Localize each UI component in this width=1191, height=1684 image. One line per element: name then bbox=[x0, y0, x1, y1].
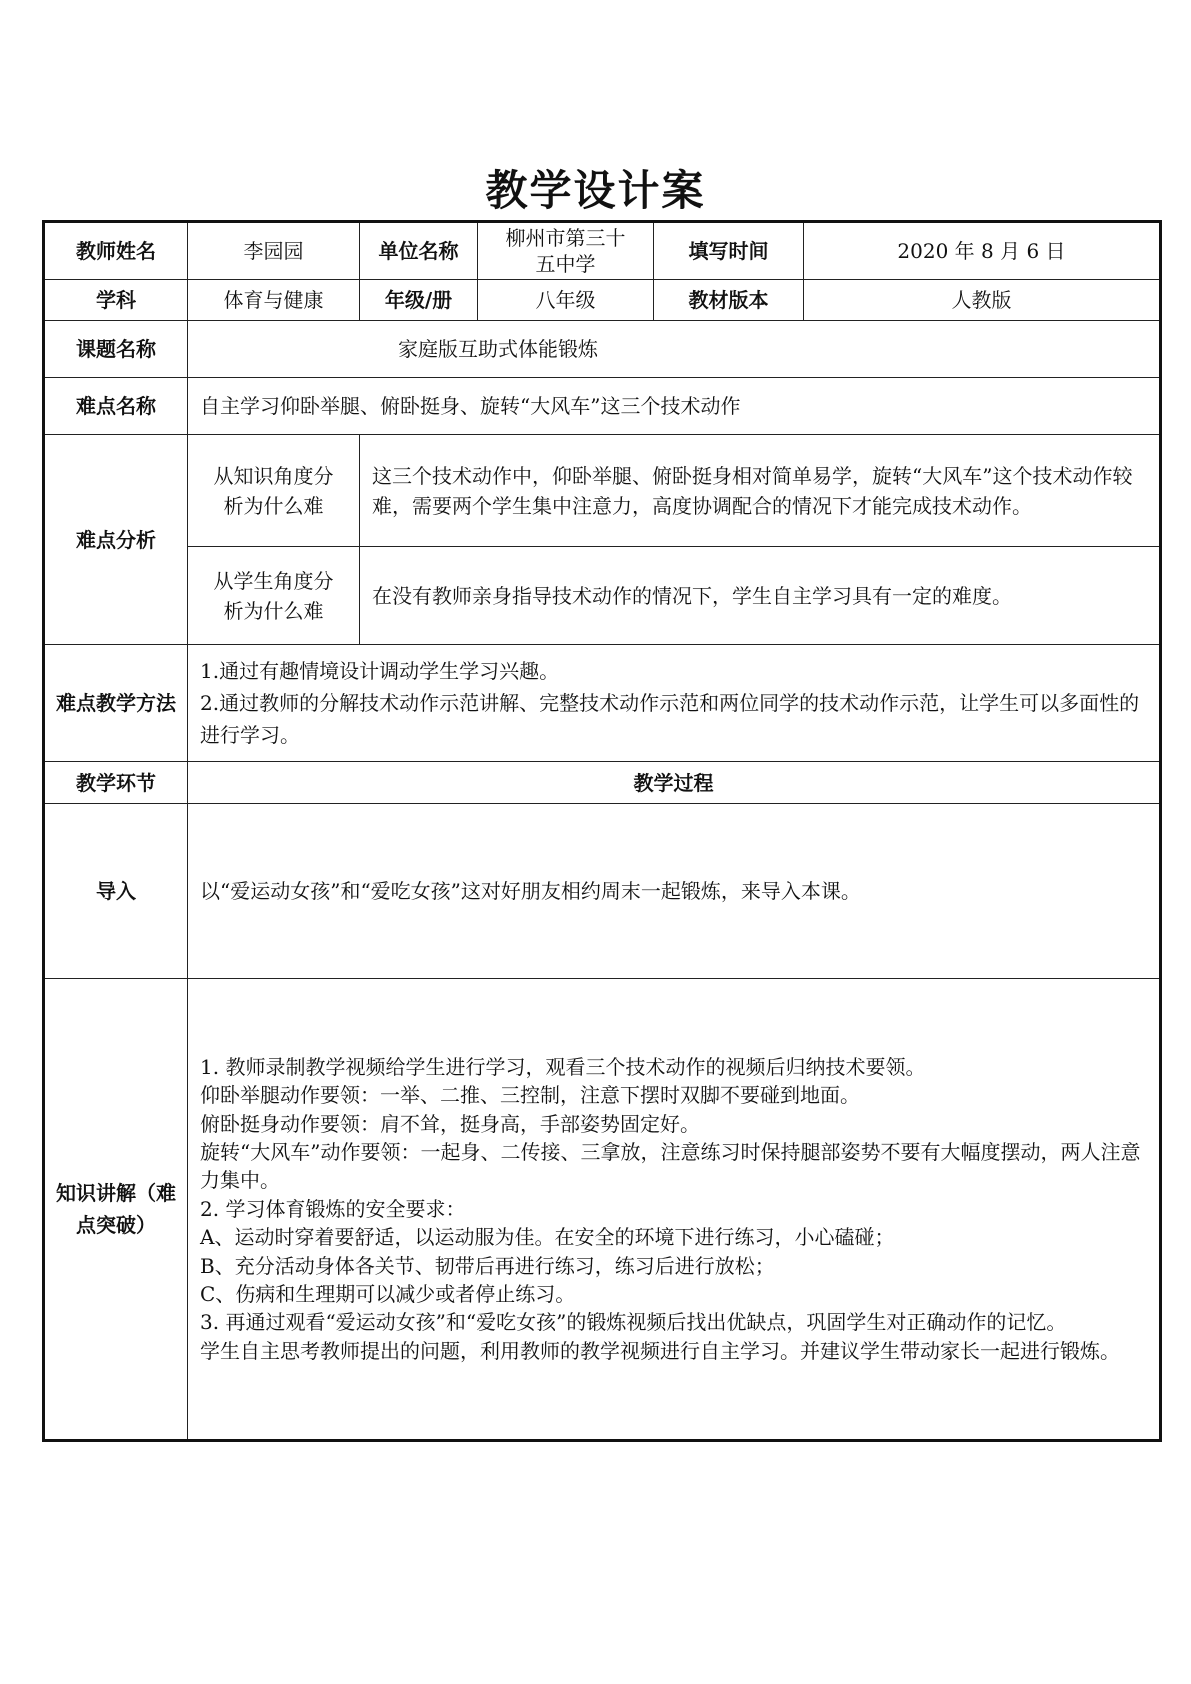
explain-line: C、伤病和生理期可以减少或者停止练习。 bbox=[200, 1281, 576, 1306]
label-knowledge-explain: 知识讲解（难点突破） bbox=[44, 979, 188, 1441]
label-teacher-name: 教师姓名 bbox=[44, 222, 188, 280]
label-topic: 课题名称 bbox=[44, 321, 188, 378]
value-textbook: 人教版 bbox=[804, 280, 1161, 321]
explain-line: 俯卧挺身动作要领：肩不耸，挺身高，手部姿势固定好。 bbox=[200, 1111, 700, 1136]
value-difficulty-name: 自主学习仰卧举腿、俯卧挺身、旋转“大风车”这三个技术动作 bbox=[188, 378, 1161, 435]
value-unit-name: 柳州市第三十五中学 bbox=[478, 222, 654, 280]
value-student-angle: 在没有教师亲身指导技术动作的情况下，学生自主学习具有一定的难度。 bbox=[360, 547, 1161, 645]
row-process-header bbox=[44, 762, 1161, 804]
label-teaching-method: 难点教学方法 bbox=[44, 645, 188, 762]
method-line: 2.通过教师的分解技术动作示范讲解、完整技术动作示范和两位同学的技术动作示范，让学生可以多面性的进行学习。 bbox=[200, 691, 1140, 747]
label-teaching-step: 教学环节 bbox=[44, 762, 188, 804]
value-topic: 家庭版互助式体能锻炼 bbox=[188, 321, 1161, 378]
lesson-plan-table bbox=[42, 220, 1162, 1442]
value-grade: 八年级 bbox=[478, 280, 654, 321]
method-line: 1.通过有趣情境设计调动学生学习兴趣。 bbox=[200, 659, 560, 683]
value-fill-time: 2020 年 8 月 6 日 bbox=[804, 222, 1161, 280]
label-knowledge-angle: 从知识角度分析为什么难 bbox=[188, 435, 360, 547]
value-knowledge-explain bbox=[188, 979, 1161, 1441]
row-difficulty-name bbox=[44, 378, 1161, 435]
explain-line: 旋转“大风车”动作要领：一起身、二传接、三拿放，注意练习时保持腿部姿势不要有大幅度摆动，两人注意力集中。 bbox=[200, 1140, 1141, 1193]
row-intro bbox=[44, 804, 1161, 979]
explain-line: 2. 学习体育锻炼的安全要求： bbox=[200, 1196, 466, 1221]
row-teaching-method bbox=[44, 645, 1161, 762]
explain-line: 3. 再通过观看“爱运动女孩”和“爱吃女孩”的锻炼视频后找出优缺点，巩固学生对正确动作的记忆。 bbox=[200, 1310, 1067, 1335]
row-subject-info bbox=[44, 280, 1161, 321]
row-knowledge-explain bbox=[44, 979, 1161, 1441]
value-knowledge-angle: 这三个技术动作中，仰卧举腿、俯卧挺身相对简单易学，旋转“大风车”这个技术动作较难，需要两个学生集中注意力，高度协调配合的情况下才能完成技术动作。 bbox=[360, 435, 1161, 547]
row-topic bbox=[44, 321, 1161, 378]
row-student-angle bbox=[44, 547, 1161, 645]
explain-line: 1. 教师录制教学视频给学生进行学习，观看三个技术动作的视频后归纳技术要领。 bbox=[200, 1054, 926, 1079]
explain-line: A、运动时穿着要舒适，以运动服为佳。在安全的环境下进行练习，小心磕碰； bbox=[200, 1225, 895, 1250]
label-teaching-process: 教学过程 bbox=[188, 762, 1161, 804]
label-grade: 年级/册 bbox=[360, 280, 478, 321]
explain-line: B、充分活动身体各关节、韧带后再进行练习，练习后进行放松； bbox=[200, 1253, 775, 1278]
explain-line: 仰卧举腿动作要领：一举、二推、三控制，注意下摆时双脚不要碰到地面。 bbox=[200, 1083, 860, 1108]
label-unit-name: 单位名称 bbox=[360, 222, 478, 280]
page-title: 教学设计案 bbox=[485, 166, 706, 215]
label-difficulty-name: 难点名称 bbox=[44, 378, 188, 435]
label-difficulty-analysis: 难点分析 bbox=[44, 435, 188, 645]
label-textbook: 教材版本 bbox=[654, 280, 804, 321]
value-subject: 体育与健康 bbox=[188, 280, 360, 321]
label-student-angle: 从学生角度分析为什么难 bbox=[188, 547, 360, 645]
label-subject: 学科 bbox=[44, 280, 188, 321]
row-teacher-info bbox=[44, 222, 1161, 280]
label-intro: 导入 bbox=[44, 804, 188, 979]
value-teaching-method bbox=[188, 645, 1161, 762]
explain-line: 学生自主思考教师提出的问题，利用教师的教学视频进行自主学习。并建议学生带动家长一起进行锻炼。 bbox=[200, 1338, 1120, 1363]
value-teacher-name: 李园园 bbox=[188, 222, 360, 280]
label-fill-time: 填写时间 bbox=[654, 222, 804, 280]
row-knowledge-angle bbox=[44, 435, 1161, 547]
value-intro: 以“爱运动女孩”和“爱吃女孩”这对好朋友相约周末一起锻炼，来导入本课。 bbox=[188, 804, 1161, 979]
